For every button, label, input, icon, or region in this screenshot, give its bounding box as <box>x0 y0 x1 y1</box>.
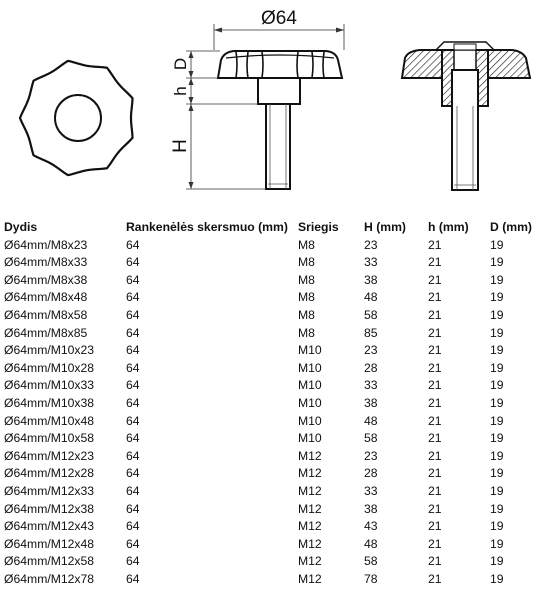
cell-H: 33 <box>364 378 378 393</box>
cell-knob-diameter: 64 <box>126 290 140 305</box>
cell-size: Ø64mm/M10x38 <box>4 395 95 410</box>
cell-H: 48 <box>364 290 378 305</box>
cell-h: 21 <box>428 554 442 569</box>
cell-knob-diameter: 64 <box>126 448 140 463</box>
cell-size: Ø64mm/M10x58 <box>4 431 95 446</box>
cell-D: 19 <box>490 325 504 340</box>
cell-thread: M12 <box>298 519 322 534</box>
cell-h: 21 <box>428 571 442 586</box>
cell-knob-diameter: 64 <box>126 536 140 551</box>
table-row <box>4 360 536 378</box>
cell-H: 48 <box>364 536 378 551</box>
cell-D: 19 <box>490 360 504 375</box>
cell-size: Ø64mm/M10x23 <box>4 343 95 358</box>
cell-H: 38 <box>364 395 378 410</box>
cell-size: Ø64mm/M8x48 <box>4 290 88 305</box>
header-knob-diameter: Rankenėlės skersmuo (mm) <box>126 220 288 234</box>
cell-size: Ø64mm/M10x48 <box>4 413 95 428</box>
diameter-label: Ø64 <box>261 8 297 29</box>
table-row <box>4 553 536 571</box>
cell-H: 38 <box>364 272 378 287</box>
header-size: Dydis <box>4 220 38 234</box>
cell-h: 21 <box>428 448 442 463</box>
cell-D: 19 <box>490 237 504 252</box>
cell-thread: M12 <box>298 501 322 516</box>
table-row <box>4 571 536 589</box>
cell-H: 58 <box>364 431 378 446</box>
cell-size: Ø64mm/M8x38 <box>4 272 88 287</box>
table-row <box>4 307 536 325</box>
header-H: H (mm) <box>364 220 406 234</box>
cell-H: 28 <box>364 466 378 481</box>
cell-thread: M8 <box>298 272 315 287</box>
cell-D: 19 <box>490 290 504 305</box>
table-row <box>4 501 536 519</box>
cell-h: 21 <box>428 360 442 375</box>
cell-knob-diameter: 64 <box>126 431 140 446</box>
cell-thread: M12 <box>298 571 322 586</box>
table-row <box>4 342 536 360</box>
cell-H: 58 <box>364 307 378 322</box>
cell-size: Ø64mm/M10x28 <box>4 360 95 375</box>
cell-knob-diameter: 64 <box>126 325 140 340</box>
cell-H: 78 <box>364 571 378 586</box>
cell-h: 21 <box>428 255 442 270</box>
cell-H: 48 <box>364 413 378 428</box>
cell-H: 33 <box>364 255 378 270</box>
cell-knob-diameter: 64 <box>126 378 140 393</box>
cell-D: 19 <box>490 466 504 481</box>
table-row <box>4 272 536 290</box>
cell-knob-diameter: 64 <box>126 307 140 322</box>
table-row <box>4 465 536 483</box>
cell-h: 21 <box>428 536 442 551</box>
cell-h: 21 <box>428 325 442 340</box>
cell-D: 19 <box>490 448 504 463</box>
header-thread: Sriegis <box>298 220 339 234</box>
cell-knob-diameter: 64 <box>126 554 140 569</box>
cell-size: Ø64mm/M12x28 <box>4 466 95 481</box>
cell-D: 19 <box>490 343 504 358</box>
header-h: h (mm) <box>428 220 469 234</box>
cell-D: 19 <box>490 307 504 322</box>
cell-thread: M12 <box>298 536 322 551</box>
cell-h: 21 <box>428 466 442 481</box>
table-row <box>4 536 536 554</box>
cell-H: 28 <box>364 360 378 375</box>
cell-knob-diameter: 64 <box>126 501 140 516</box>
cell-knob-diameter: 64 <box>126 519 140 534</box>
table-row <box>4 518 536 536</box>
cell-size: Ø64mm/M12x38 <box>4 501 95 516</box>
table-row <box>4 483 536 501</box>
cell-H: 23 <box>364 343 378 358</box>
cell-size: Ø64mm/M12x78 <box>4 571 95 586</box>
knob-cross-section <box>402 42 530 190</box>
knob-hub <box>258 78 300 104</box>
cell-h: 21 <box>428 290 442 305</box>
cell-D: 19 <box>490 413 504 428</box>
cell-D: 19 <box>490 272 504 287</box>
cell-size: Ø64mm/M12x43 <box>4 519 95 534</box>
cell-thread: M8 <box>298 307 315 322</box>
cell-knob-diameter: 64 <box>126 255 140 270</box>
cell-thread: M8 <box>298 290 315 305</box>
cell-H: 85 <box>364 325 378 340</box>
cell-D: 19 <box>490 431 504 446</box>
table-row <box>4 237 536 255</box>
cell-size: Ø64mm/M8x58 <box>4 307 88 322</box>
cell-H: 58 <box>364 554 378 569</box>
cell-h: 21 <box>428 519 442 534</box>
cell-size: Ø64mm/M12x48 <box>4 536 95 551</box>
cell-size: Ø64mm/M12x33 <box>4 483 95 498</box>
cell-knob-diameter: 64 <box>126 272 140 287</box>
cell-size: Ø64mm/M8x85 <box>4 325 88 340</box>
knob-side-view <box>170 8 344 189</box>
cell-D: 19 <box>490 395 504 410</box>
cell-thread: M8 <box>298 255 315 270</box>
cell-thread: M10 <box>298 343 322 358</box>
cell-thread: M8 <box>298 237 315 252</box>
table-row <box>4 325 536 343</box>
D-label: D <box>171 57 190 71</box>
cell-h: 21 <box>428 431 442 446</box>
cell-D: 19 <box>490 571 504 586</box>
cell-h: 21 <box>428 378 442 393</box>
table-header-row <box>4 219 536 237</box>
cell-size: Ø64mm/M12x58 <box>4 554 95 569</box>
cell-knob-diameter: 64 <box>126 413 140 428</box>
cell-D: 19 <box>490 536 504 551</box>
table-row <box>4 377 536 395</box>
cell-thread: M8 <box>298 325 315 340</box>
cell-h: 21 <box>428 483 442 498</box>
table-row <box>4 395 536 413</box>
header-D: D (mm) <box>490 220 532 234</box>
cell-H: 43 <box>364 519 378 534</box>
cell-H: 23 <box>364 237 378 252</box>
cell-thread: M12 <box>298 554 322 569</box>
h-label: h <box>171 86 190 96</box>
cell-size: Ø64mm/M8x33 <box>4 255 88 270</box>
table-row <box>4 289 536 307</box>
cell-D: 19 <box>490 255 504 270</box>
cell-knob-diameter: 64 <box>126 466 140 481</box>
cell-D: 19 <box>490 378 504 393</box>
cell-thread: M12 <box>298 483 322 498</box>
cell-thread: M10 <box>298 413 322 428</box>
knob-top-view <box>20 61 133 175</box>
cell-size: Ø64mm/M10x33 <box>4 378 95 393</box>
cell-h: 21 <box>428 395 442 410</box>
cell-h: 21 <box>428 272 442 287</box>
cell-thread: M10 <box>298 360 322 375</box>
knob-center-hole <box>55 95 101 141</box>
cell-D: 19 <box>490 554 504 569</box>
cell-knob-diameter: 64 <box>126 343 140 358</box>
table-row <box>4 430 536 448</box>
table-row <box>4 413 536 431</box>
cell-H: 23 <box>364 448 378 463</box>
cell-knob-diameter: 64 <box>126 395 140 410</box>
cell-thread: M10 <box>298 395 322 410</box>
cell-thread: M10 <box>298 378 322 393</box>
cell-h: 21 <box>428 413 442 428</box>
cell-D: 19 <box>490 483 504 498</box>
cell-H: 38 <box>364 501 378 516</box>
technical-drawing <box>0 0 540 200</box>
cell-thread: M12 <box>298 466 322 481</box>
cell-H: 33 <box>364 483 378 498</box>
cell-h: 21 <box>428 343 442 358</box>
cell-thread: M12 <box>298 448 322 463</box>
table-row <box>4 448 536 466</box>
cell-thread: M10 <box>298 431 322 446</box>
cell-D: 19 <box>490 519 504 534</box>
cell-size: Ø64mm/M12x23 <box>4 448 95 463</box>
table-row <box>4 254 536 272</box>
cell-h: 21 <box>428 237 442 252</box>
cell-knob-diameter: 64 <box>126 571 140 586</box>
H-label: H <box>170 139 191 153</box>
cell-knob-diameter: 64 <box>126 237 140 252</box>
cell-h: 21 <box>428 307 442 322</box>
cell-D: 19 <box>490 501 504 516</box>
cell-size: Ø64mm/M8x23 <box>4 237 88 252</box>
specification-table <box>4 219 536 588</box>
cell-h: 21 <box>428 501 442 516</box>
cell-knob-diameter: 64 <box>126 360 140 375</box>
cell-knob-diameter: 64 <box>126 483 140 498</box>
section-stud <box>452 70 478 190</box>
